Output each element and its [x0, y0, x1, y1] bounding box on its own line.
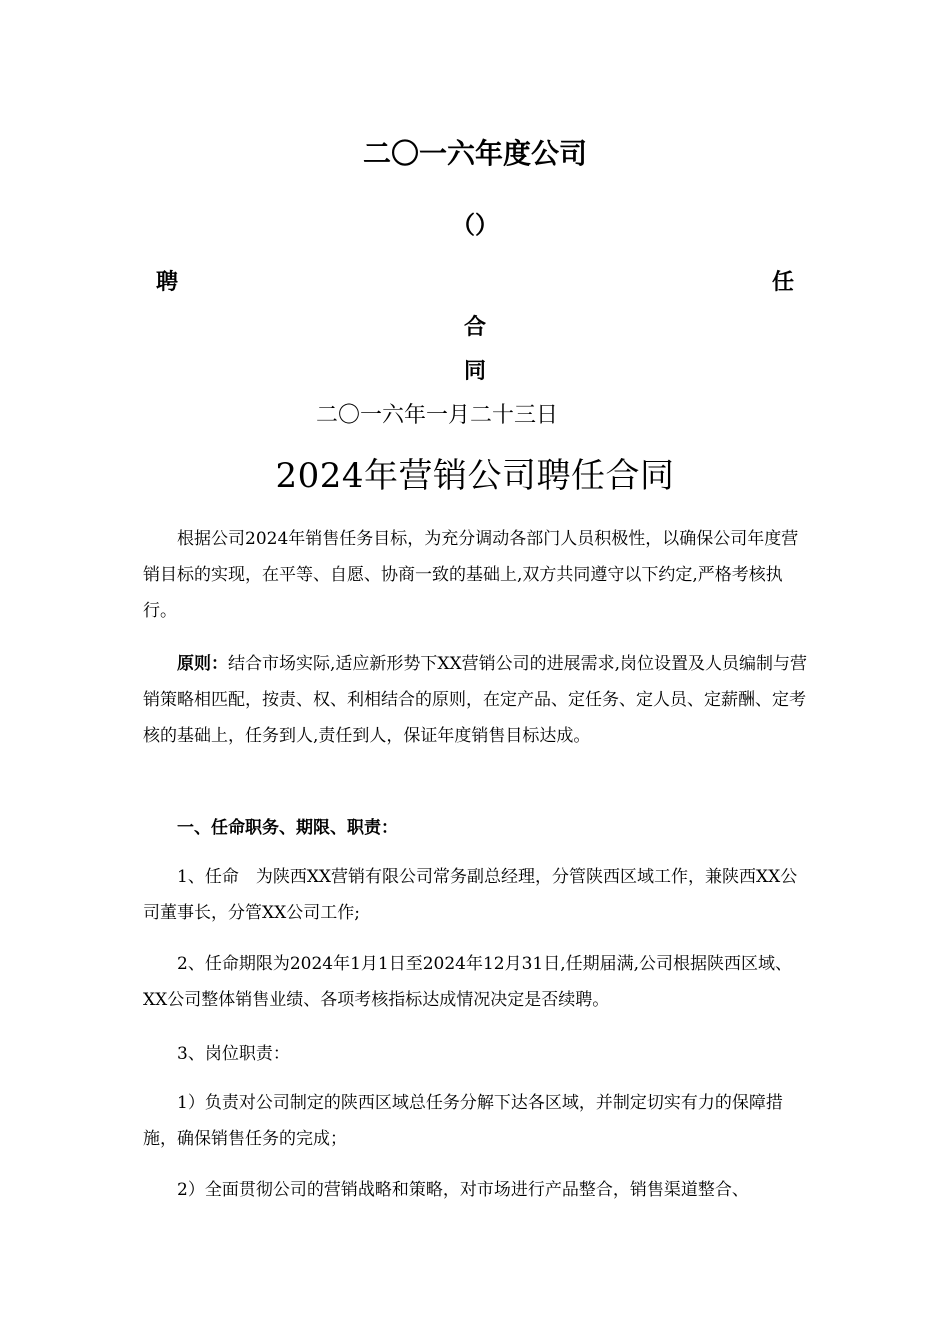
item-2-text: 2、任命期限为2024年1月1日至2024年12月31日,任期届满,公司根据陕西区域、XX公司整体销售业绩、各项考核指标达成情况决定是否续聘。: [143, 954, 793, 1010]
item-1-text: 1、任命 为陕西XX营销有限公司常务副总经理，分管陕西区域工作，兼陕西XX公司董事长，分管XX公司工作;: [143, 867, 798, 923]
cover-char-ren: 任: [772, 270, 795, 295]
cover-title: 二〇一六年度公司: [362, 137, 587, 170]
section-1-heading: [143, 810, 808, 846]
duty-1-paragraph: [143, 1085, 808, 1157]
duty-2-paragraph: [143, 1172, 823, 1208]
item-1-paragraph: [143, 859, 808, 931]
cover-date: 二〇一六年一月二十三日: [316, 403, 559, 428]
principle-label: 原则：: [177, 654, 228, 674]
cover-char-he: 合: [464, 315, 487, 340]
principle-text: 结合市场实际,适应新形势下XX营销公司的进展需求,岗位设置及人员编制与营销策略相匹配，按责、权、利相结合的原则，在定产品、定任务、定人员、定薪酬、定考核的基础上，任务到人,责任到人，保证年度销售目标达成。: [143, 654, 808, 746]
section-1-heading-text: 一、任命职务、期限、职责：: [177, 818, 398, 838]
cover-char-pin: 聘: [156, 270, 179, 295]
document-title: 2024年营销公司聘任合同: [275, 456, 675, 496]
item-3-text: 3、岗位职责：: [177, 1044, 290, 1064]
intro-text: 根据公司2024年销售任务目标，为充分调动各部门人员积极性，以确保公司年度营销目标的实现，在平等、自愿、协商一致的基础上,双方共同遵守以下约定,严格考核执行。: [143, 529, 799, 621]
intro-paragraph: [143, 521, 808, 629]
principle-paragraph: [143, 646, 808, 754]
cover-parentheses: （）: [451, 211, 499, 239]
item-3-paragraph: [143, 1036, 808, 1072]
duty-2-text: 2）全面贯彻公司的营销战略和策略，对市场进行产品整合，销售渠道整合、: [177, 1180, 749, 1200]
item-2-paragraph: [143, 946, 808, 1018]
cover-char-tong: 同: [464, 359, 487, 384]
duty-1-text: 1）负责对公司制定的陕西区域总任务分解下达各区域，并制定切实有力的保障措施，确保销售任务的完成；: [143, 1093, 783, 1149]
